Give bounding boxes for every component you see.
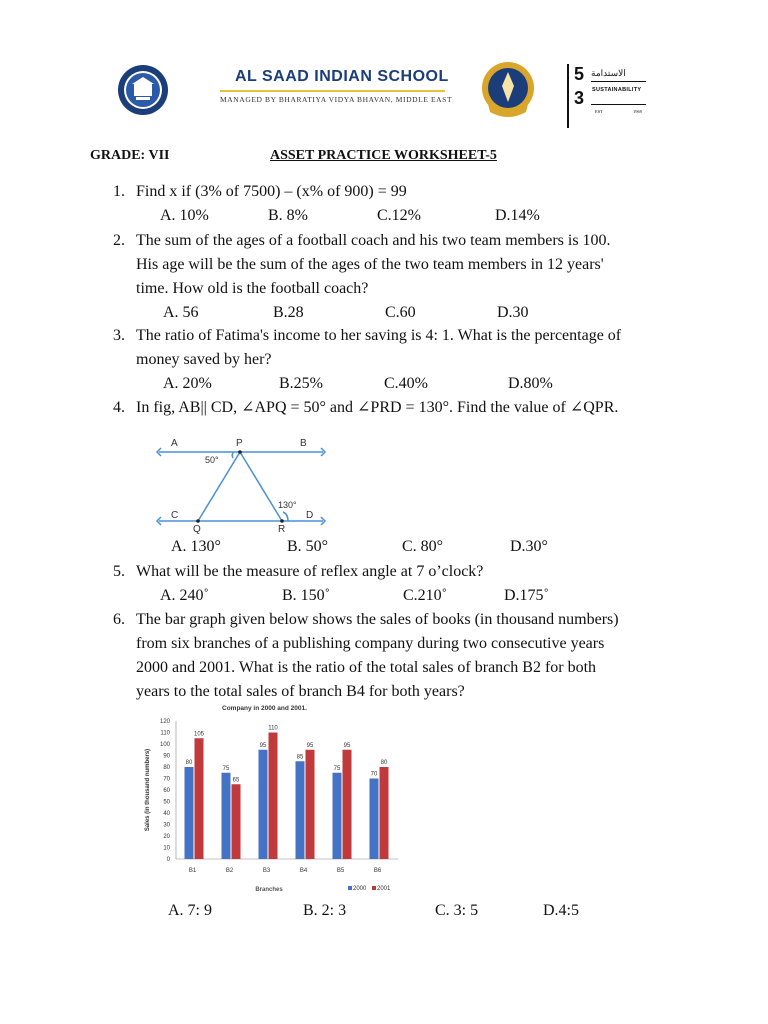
chart-title: Company in 2000 and 2001. bbox=[222, 705, 307, 712]
angle-arc-apq bbox=[232, 452, 234, 458]
option-a: A. 240˚ bbox=[160, 587, 209, 604]
question-4-options bbox=[0, 535, 768, 559]
badge-vertical-rule bbox=[567, 64, 569, 128]
worksheet-title: ASSET PRACTICE WORKSHEET-5 bbox=[270, 148, 497, 163]
badge-number-top: 5 bbox=[574, 64, 585, 84]
sustainability-badge bbox=[565, 64, 650, 128]
anniversary-emblem bbox=[480, 60, 536, 120]
option-a: A. 10% bbox=[160, 207, 209, 224]
option-a: A. 7: 9 bbox=[168, 902, 212, 919]
bar-2001-B1 bbox=[195, 738, 204, 859]
y-axis-label: Sales (in thousand numbers) bbox=[145, 748, 151, 832]
option-c: C. 3: 5 bbox=[435, 902, 479, 919]
parallel-lines-figure bbox=[155, 434, 335, 534]
y-tick-label: 70 bbox=[163, 776, 170, 783]
question-number: 5. bbox=[113, 563, 125, 580]
data-label: 75 bbox=[222, 765, 230, 772]
option-b: B. 8% bbox=[268, 207, 308, 224]
badge-arabic-text: الاستدامة bbox=[591, 68, 626, 78]
option-a: A. 130° bbox=[171, 538, 221, 555]
y-tick-label: 80 bbox=[163, 765, 170, 771]
legend-label: 2000 bbox=[353, 886, 367, 892]
x-axis-label: Branches bbox=[255, 887, 283, 893]
y-tick-label: 10 bbox=[163, 845, 170, 852]
bar-2001-B2 bbox=[232, 784, 241, 859]
question-text-line: In fig, AB|| CD, ∠APQ = 50° and ∠PRD = 130°. Find the value of ∠QPR. bbox=[136, 399, 619, 416]
data-label: 95 bbox=[259, 742, 267, 749]
option-d: D.14% bbox=[495, 207, 540, 224]
y-tick-label: 30 bbox=[163, 822, 170, 829]
legend-swatch-2000 bbox=[348, 886, 352, 890]
data-label: 75 bbox=[333, 765, 341, 772]
question-text-line: The ratio of Fatima's income to her saving is 4: 1. What is the percentage of bbox=[136, 327, 622, 344]
question-5 bbox=[0, 560, 768, 610]
question-text-line: The sum of the ages of a football coach and his two team members is 100. bbox=[136, 232, 611, 249]
option-c: C. 80° bbox=[402, 538, 444, 555]
school-crest-logo bbox=[117, 64, 169, 116]
y-tick-label: 90 bbox=[163, 753, 170, 760]
data-label: 95 bbox=[343, 742, 351, 749]
legend-swatch-2001 bbox=[372, 886, 376, 890]
point-r bbox=[280, 519, 284, 523]
option-a: A. 56 bbox=[163, 304, 199, 321]
angle-label-130: 130° bbox=[278, 500, 297, 510]
y-tick-label: 60 bbox=[163, 788, 170, 794]
bar-2000-B1 bbox=[185, 767, 194, 859]
option-c: C.12% bbox=[377, 207, 421, 224]
school-name: AL SAAD INDIAN SCHOOL bbox=[235, 68, 449, 85]
label-d: D bbox=[306, 510, 314, 521]
label-a: A bbox=[171, 438, 178, 449]
y-tick-label: 40 bbox=[163, 811, 170, 817]
x-tick-label: B5 bbox=[336, 868, 345, 874]
question-2 bbox=[0, 229, 768, 327]
bar-2000-B5 bbox=[333, 773, 342, 859]
y-tick-label: 110 bbox=[160, 730, 170, 737]
bar-2000-B4 bbox=[296, 761, 305, 859]
badge-frame bbox=[591, 81, 646, 105]
data-label: 70 bbox=[370, 771, 378, 778]
y-tick-label: 120 bbox=[159, 719, 170, 725]
grade-label: GRADE: VII bbox=[90, 148, 170, 163]
x-tick-label: B4 bbox=[299, 868, 308, 874]
badge-year: 1969 bbox=[633, 109, 642, 114]
question-text-line: Find x if (3% of 7500) – (x% of 900) = 99 bbox=[136, 183, 407, 200]
bar-2001-B5 bbox=[343, 750, 352, 859]
data-label: 105 bbox=[193, 731, 205, 738]
question-text-line: money saved by her? bbox=[136, 351, 272, 368]
angle-label-50: 50° bbox=[205, 455, 219, 465]
y-tick-label: 50 bbox=[163, 799, 170, 806]
bar-2001-B6 bbox=[380, 767, 389, 859]
label-p: P bbox=[236, 438, 243, 449]
x-tick-label: B6 bbox=[373, 868, 382, 874]
angle-arc-prd bbox=[283, 512, 288, 521]
bar-2000-B6 bbox=[370, 779, 379, 860]
x-tick-label: B3 bbox=[262, 868, 271, 874]
question-text-line: 2000 and 2001. What is the ratio of the total sales of branch B2 for both bbox=[136, 659, 597, 676]
school-subtitle: MANAGED BY BHARATIYA VIDYA BHAVAN, MIDDLE EAST bbox=[220, 95, 453, 104]
option-c: C.210˚ bbox=[403, 587, 447, 604]
option-d: D.30 bbox=[497, 304, 529, 321]
question-text-line: What will be the measure of reflex angle at 7 o’clock? bbox=[136, 563, 484, 580]
option-b: B. 50° bbox=[287, 538, 329, 555]
question-4 bbox=[0, 396, 768, 424]
segment-pr bbox=[240, 452, 282, 521]
y-tick-label: 0 bbox=[166, 857, 170, 863]
legend-label: 2001 bbox=[377, 886, 391, 892]
bar-2000-B3 bbox=[259, 750, 268, 859]
question-text-line: from six branches of a publishing company during two consecutive years bbox=[136, 635, 605, 652]
sales-bar-chart bbox=[138, 702, 408, 898]
option-c: C.60 bbox=[385, 304, 416, 321]
question-number: 1. bbox=[113, 183, 125, 200]
question-text-line: His age will be the sum of the ages of the two team members in 12 years' bbox=[136, 256, 604, 273]
question-text-line: time. How old is the football coach? bbox=[136, 280, 369, 297]
x-tick-label: B2 bbox=[225, 868, 234, 874]
header-divider bbox=[220, 90, 445, 92]
option-b: B.25% bbox=[279, 375, 323, 392]
option-d: D.4:5 bbox=[543, 902, 579, 919]
y-tick-label: 20 bbox=[163, 834, 170, 840]
question-6 bbox=[0, 608, 768, 706]
badge-number-bottom: 3 bbox=[574, 88, 585, 108]
question-number: 6. bbox=[113, 611, 125, 628]
option-d: D.80% bbox=[508, 375, 553, 392]
question-number: 2. bbox=[113, 232, 125, 249]
question-6-options bbox=[0, 899, 768, 923]
x-tick-label: B1 bbox=[188, 868, 197, 874]
option-d: D.175˚ bbox=[504, 587, 549, 604]
question-1 bbox=[0, 180, 768, 230]
data-label: 85 bbox=[296, 754, 304, 761]
badge-est: EST bbox=[595, 109, 604, 114]
letterhead bbox=[95, 50, 680, 132]
option-d: D.30° bbox=[510, 538, 548, 555]
question-number: 3. bbox=[113, 327, 125, 344]
data-label: 110 bbox=[268, 725, 278, 732]
question-text-line: The bar graph given below shows the sales of books (in thousand numbers) bbox=[136, 611, 619, 628]
badge-english-text: SUSTAINABILITY bbox=[592, 87, 642, 93]
option-c: C.40% bbox=[384, 375, 428, 392]
data-label: 80 bbox=[380, 760, 388, 766]
option-b: B. 2: 3 bbox=[303, 902, 347, 919]
data-label: 95 bbox=[306, 742, 314, 749]
question-number: 4. bbox=[113, 399, 125, 416]
option-b: B. 150˚ bbox=[282, 587, 330, 604]
y-tick-label: 100 bbox=[159, 742, 170, 748]
option-a: A. 20% bbox=[163, 375, 212, 392]
label-c: C bbox=[171, 510, 179, 521]
label-q: Q bbox=[193, 524, 201, 534]
question-3 bbox=[0, 324, 768, 398]
point-q bbox=[196, 519, 200, 523]
data-label: 80 bbox=[185, 760, 193, 766]
label-r: R bbox=[278, 524, 286, 534]
point-p bbox=[238, 450, 242, 454]
bar-2001-B4 bbox=[306, 750, 315, 859]
bar-2000-B2 bbox=[222, 773, 231, 859]
label-b: B bbox=[300, 438, 307, 449]
data-label: 65 bbox=[232, 777, 240, 784]
bar-2001-B3 bbox=[269, 733, 278, 860]
question-text-line: years to the total sales of branch B4 for both years? bbox=[136, 683, 465, 700]
option-b: B.28 bbox=[273, 304, 304, 321]
